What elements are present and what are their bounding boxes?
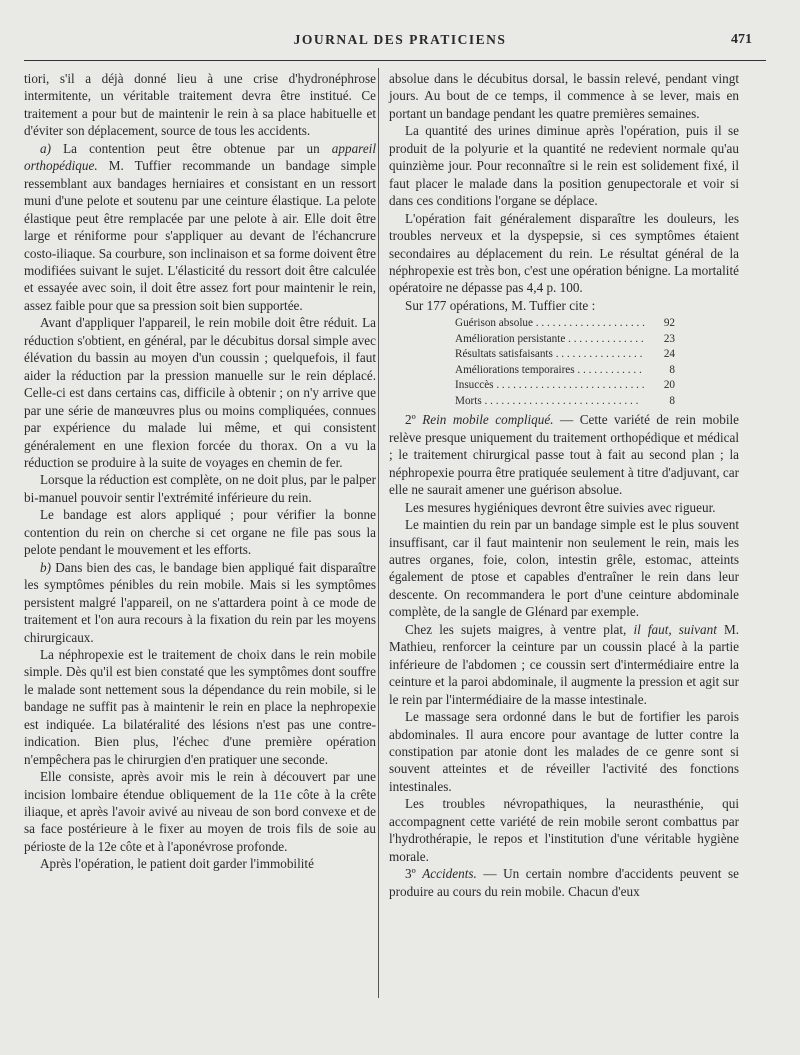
paragraph: 2º Rein mobile compliqué. — Cette variété de rein mobile relève presque uniquement du traitement orthopédique et médical ; le traitement chirurgical passe tout à fait au second plan ; la néphropexie pourra être pratiquée seulement à titre d'adjuvant, car elle ne saurait amener une guérison absolue. [389,412,740,498]
statistics-table [455,316,739,409]
stats-row [455,378,739,394]
stats-label: Améliorations temporaires . . . [455,363,645,379]
stats-label: Morts . . . [455,394,645,410]
page-number: 471 [731,32,752,47]
paragraph: La quantité des urines diminue après l'opération, puis il se produit de la polyurie et la quantité ne redevient normale qu'au quinzième jour. Pour reconnaître si le rein est solidement fixé, il faut placer le malade dans la position genupectorale et voir si dans ces conditions l'organe se déplace. [389,123,739,209]
stats-value: 8 [669,363,675,376]
stats-row [455,332,739,348]
stats-label: Amélioration persistante . . . [455,332,645,348]
stats-value: 8 [669,394,675,407]
stats-value: 24 [663,348,675,361]
paragraph: Après l'opération, le patient doit garder l'immobilité [40,856,314,872]
journal-title: JOURNAL DES PRATICIENS [293,32,507,47]
right-column [389,70,739,900]
stats-label: Résultats satisfaisants . . . [455,347,645,363]
paragraph: L'opération fait généralement disparaître les douleurs, les troubles nerveux et la dyspepsie, si ces symptômes étaient secondaires au déplacement du rein. Le résultat général de la néphropexie est très bon, c'est une opération bénigne. La mortalité opératoire ne dépasse pas 4,4 p. 100. [389,210,739,296]
paragraph: a) La contention peut être obtenue par un appareil orthopédique. M. Tuffier recommande un bandage simple ressemblant aux bandages herniaires et consistant en un ressort muni d'une pelote et soutenu par une ceinture élastique. La pelote élastique peut être remplacée par une pelote à air. Elle doit être large et réniforme pour s'appliquer au devant de l'échancrure costo-iliaque. Sa courbure, son inclinaison et sa forme doivent être modifiées suivant le sujet. L'élasticité du ressort doit être calculée et essayée avec soin, il doit être assez fort pour maintenir le rein, assez faible pour que sa pression soit bien supportée. [24,140,376,313]
paragraph: Elle consiste, après avoir mis le rein à découvert par une incision lombaire étendue obliquement de la 11e côte à la crête iliaque, et après l'avoir avivé au niveau de son bord convexe et de sa face postérieure à le fixer au moyen de trois fils de soie au périoste de la 12e côte et à l'aponévrose profonde. [24,769,376,854]
stats-row [455,363,739,379]
page-header [0,30,800,54]
paragraph: La néphropexie est le traitement de choix dans le rein mobile simple. Dès qu'il est bien constaté que les symptômes dont souffre le malade sont nettement sous la dépendance du rein mobile, si le bandage ne suffit pas à maintenir le rein en place la nephropexie est indiquée. La bilatéralité des lésions n'est pas une contre-indication. Bien plus, l'échec d'une première opération n'empêchera pas le chirurgien d'en pratiquer une seconde. [24,646,376,767]
left-column [24,70,376,873]
stats-label: Guérison absolue . . . [455,316,645,332]
paragraph: Sur 177 opérations, M. Tuffier cite : [405,297,596,313]
paragraph: Lorsque la réduction est complète, on ne doit plus, par le palper bi-manuel pouvoir sentir l'extrémité inférieure du rein. [24,472,376,505]
paragraph: Les troubles névropathiques, la neurasthénie, qui accompagnent cette variété de rein mobile seront combattus par l'hydrothérapie, le repos et l'institution d'une véritable hygiène morale. [389,796,739,864]
paragraph: Le massage sera ordonné dans le but de fortifier les parois abdominales. Il aura encore pour avantage de lutter contre la constipation par atonie dont les malades de ce genre sont si souvent atteintes et de réveiller l'activité des fonctions intestinales. [389,709,739,794]
stats-value: 23 [663,332,675,345]
paragraph: tiori, s'il a déjà donné lieu à une crise d'hydronéphrose intermitente, un véritable traitement devra être institué. Ce traitement a pour but de maintenir le rein à sa place habituelle et d'éviter son déplacement, source de tous les accidents. [24,71,376,139]
paragraph: Avant d'appliquer l'appareil, le rein mobile doit être réduit. La réduction s'obtient, en général, par le décubitus dorsal simple avec élévation du bassin au moyen d'un coussin ; quelquefois, il faut aider la réduction par la pression manuelle sur le rein déplacé. Celle-ci est dans certains cas, difficile à obtenir ; on n'y arrive que par une série de manœuvres plus ou moins compliquées, connues par expérience du malade lui même, et qui consistent généralement en une flexion forcée du thorax. On a vu la réduction se produire à la suite de voyages en chemin de fer. [24,315,376,470]
paragraph: absolue dans le décubitus dorsal, le bassin relevé, pendant vingt jours. Au bout de ce temps, il commence à se lever, mais en portant un bandage pendant les quatre premières semaines. [389,71,739,121]
stats-row [455,347,739,363]
paragraph: Le bandage est alors appliqué ; pour vérifier la bonne contention du rein on cherche si cet organe ne file pas sous la pelote pendant le mouvement et les efforts. [24,507,376,558]
stats-row [455,394,739,410]
header-rule [24,60,766,61]
stats-row [455,316,739,332]
stats-label: Insuccès . . . [455,378,645,394]
paragraph: Le maintien du rein par un bandage simple est le plus souvent insuffisant, car il faut maintenir non seulement le rein, mais les autres organes, foie, colon, intestin grêle, estomac, atteints également de ptose et capables d'entraîner le rein dans leur descente. On recommandera le port d'une ceinture abdominale complète, de la sangle de Glénard par exemple. [389,517,739,620]
paragraph: Les mesures hygiéniques devront être suivies avec rigueur. [405,499,716,515]
paragraph: b) Dans bien des cas, le bandage bien appliqué fait disparaître les symptômes pénibles du rein mobile. Mais si les symptômes persistent malgré l'appareil, on ne s'attardera point à ce mode de traitement et l'on aura recours à la fixation du rein par les moyens chirurgicaux. [24,559,376,645]
paragraph: Chez les sujets maigres, à ventre plat, il faut, suivant M. Mathieu, renforcer la ceinture par un coussin placé à la partie inférieure de l'abdomen ; ce coussin sert d'intermédiaire entre la ceinture et la paroi abdominale, il augmente la pression et agit sur le rein par l'intermédiaire de la masse intestinale. [389,621,740,707]
column-divider [378,68,379,998]
paragraph: 3º Accidents. — Un certain nombre d'accidents peuvent se produire au cours du rein mobile. Chacun d'eux [389,866,739,899]
stats-value: 20 [663,379,675,392]
stats-value: 92 [663,317,675,330]
